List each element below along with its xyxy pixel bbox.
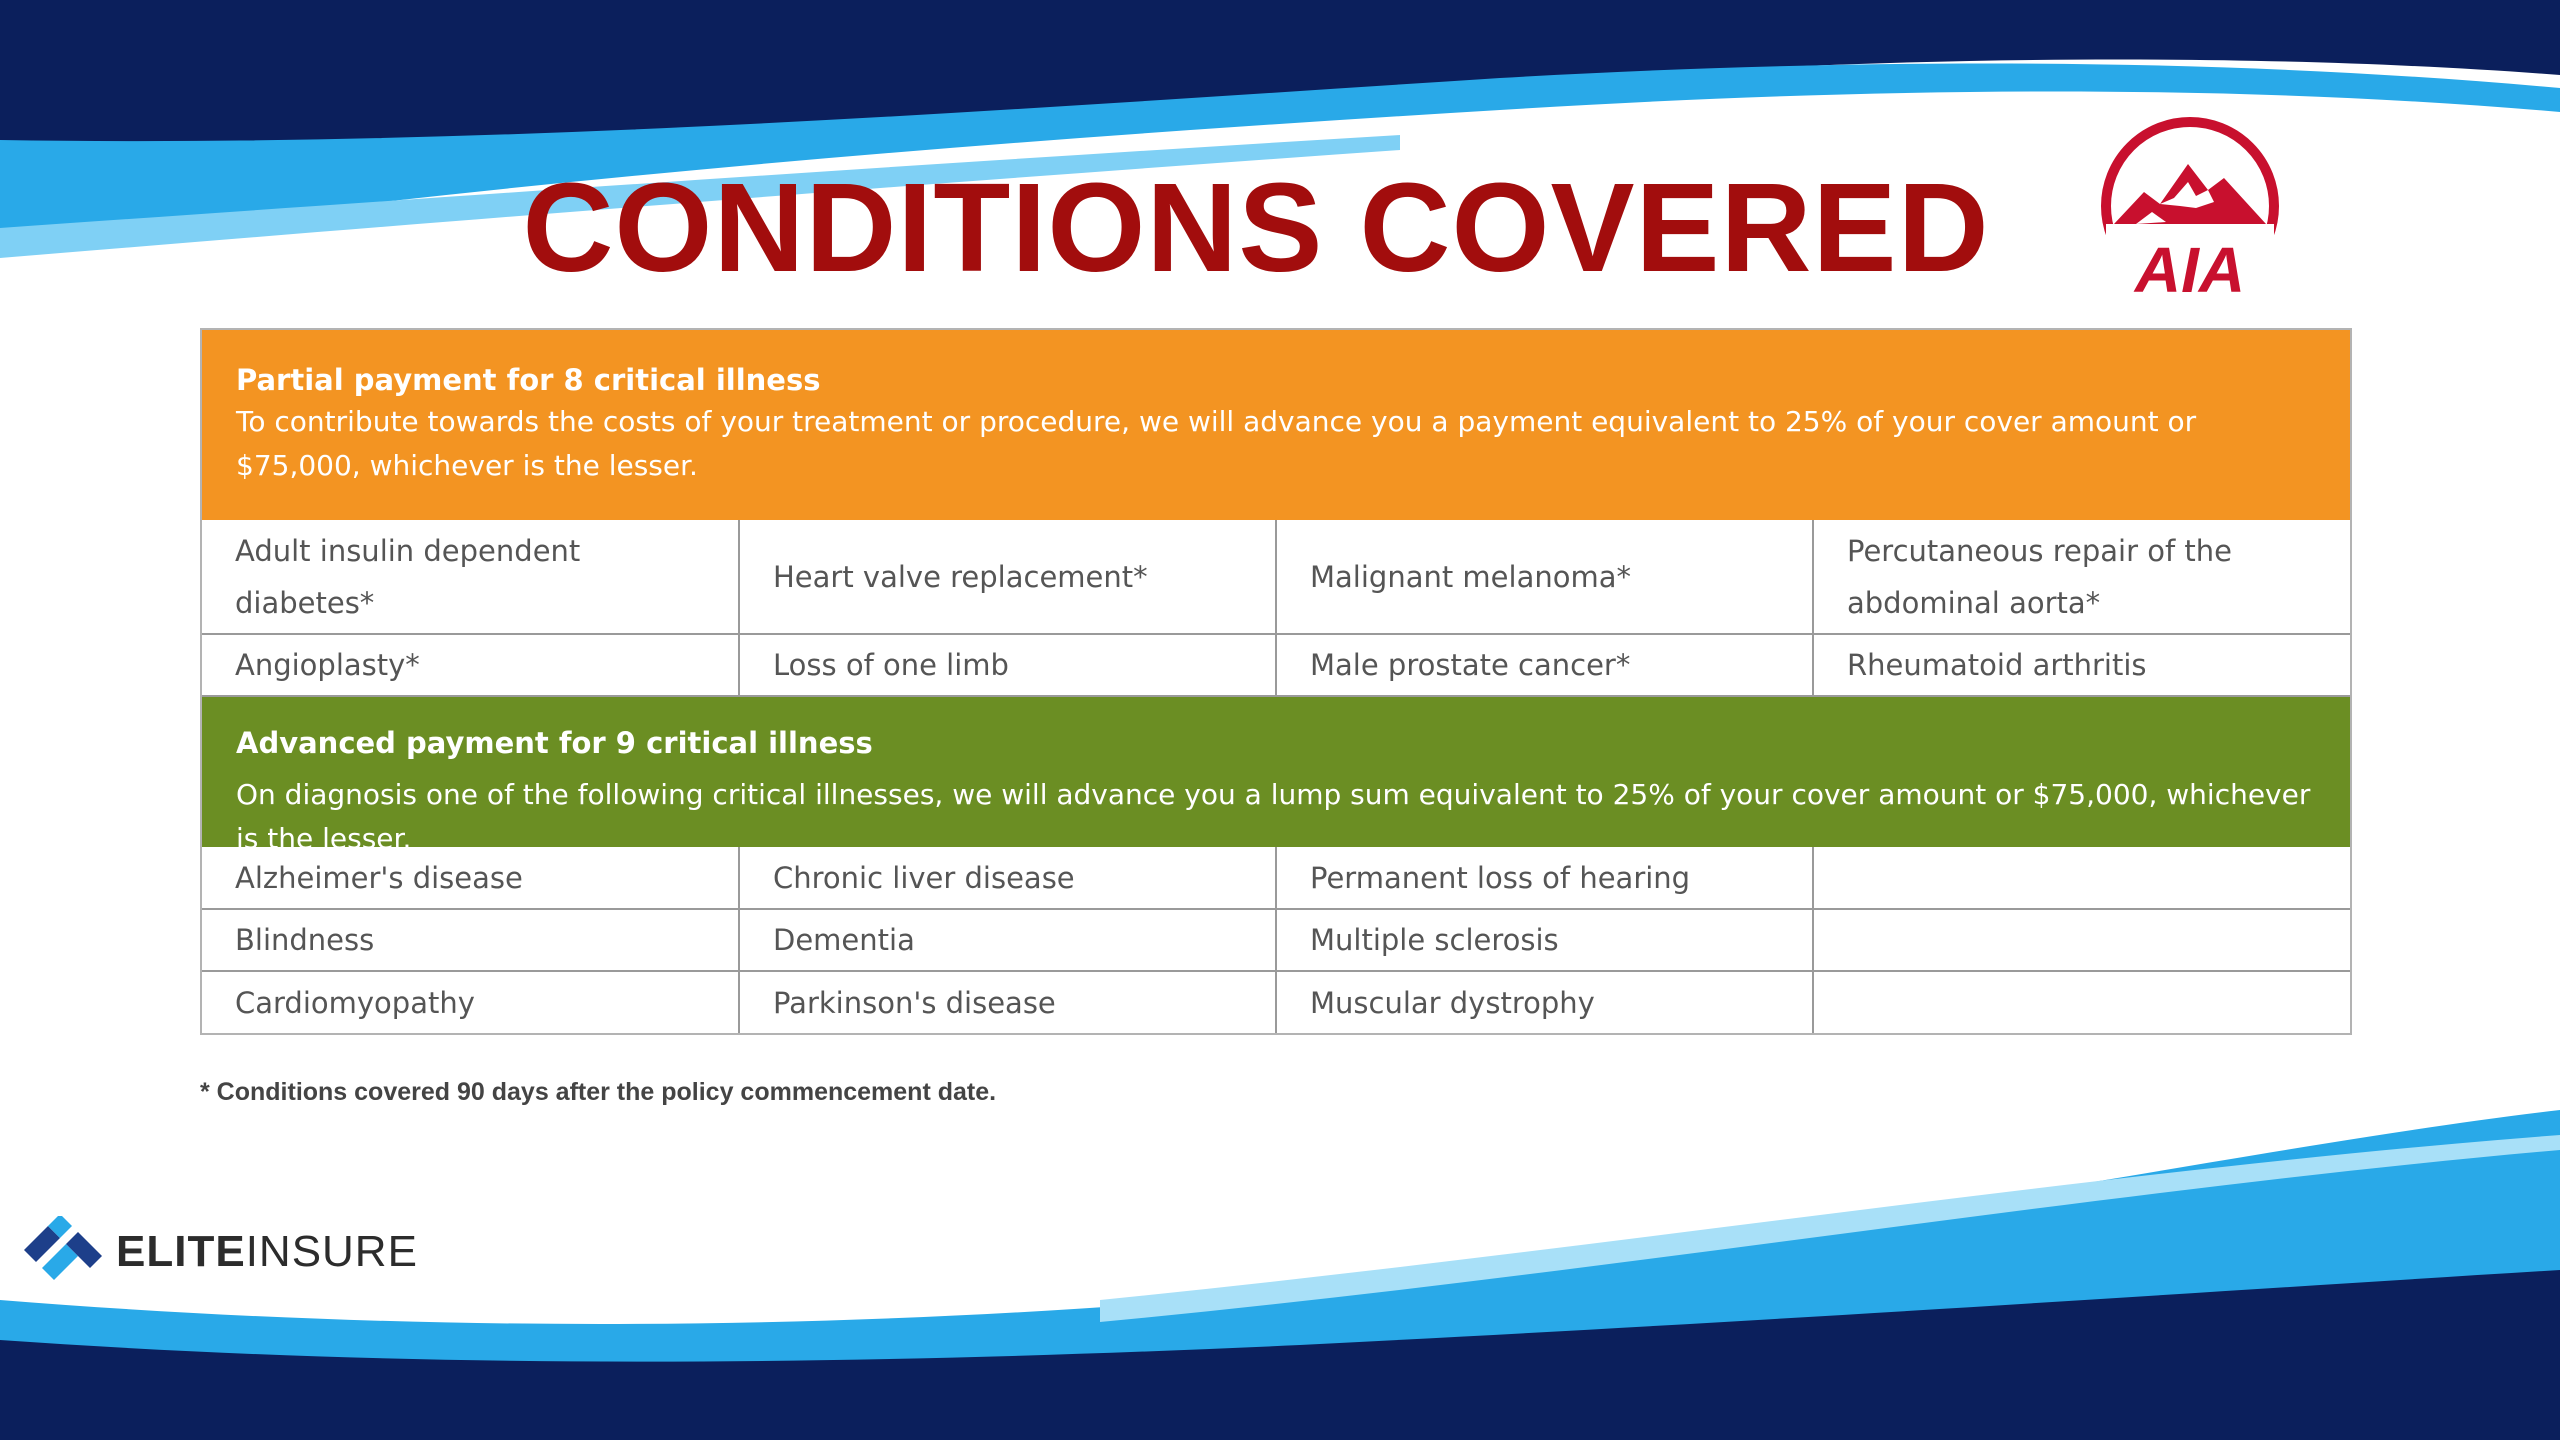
conditions-table-card [200,328,2352,1035]
table-cell: Chronic liver disease [739,847,1276,909]
aia-mountain-logo-icon [2096,112,2284,308]
table-cell: Heart valve replacement* [739,520,1276,634]
table-cell: Muscular dystrophy [1276,971,1813,1033]
table-cell: Adult insulin dependent diabetes* [202,520,739,634]
table-cell: Parkinson's disease [739,971,1276,1033]
table-row [202,847,2350,909]
table-row [202,520,2350,634]
elite-insure-logo [20,1212,418,1292]
table-cell: Dementia [739,909,1276,971]
table-cell: Blindness [202,909,739,971]
partial-payment-description: To contribute towards the costs of your treatment or procedure, we will advance you a payment equivalent to 25% of your cover amount or $75,000, whichever is the lesser. [236,405,2197,482]
elite-insure-wordmark [116,1227,418,1277]
table-cell [1813,909,2350,971]
table-row [202,909,2350,971]
table-cell: Loss of one limb [739,634,1276,696]
table-cell: Percutaneous repair of the abdominal aorta* [1813,520,2350,634]
aia-logo-text: AIA [2134,234,2246,306]
table-cell: Rheumatoid arthritis [1813,634,2350,696]
partial-payment-band [202,330,2350,520]
page-title: CONDITIONS COVERED [522,157,1990,298]
table-row [202,971,2350,1033]
advanced-payment-description: On diagnosis one of the following critical illnesses, we will advance you a lump sum equivalent to 25% of your cover amount or $75,000, whichever is the lesser. [236,778,2311,855]
partial-payment-table [202,520,2350,697]
advanced-payment-table [202,847,2350,1033]
elite-wordmark-light: INSURE [245,1227,418,1276]
table-cell: Male prostate cancer* [1276,634,1813,696]
table-cell [1813,847,2350,909]
advanced-payment-band [202,697,2350,855]
table-cell: Cardiomyopathy [202,971,739,1033]
advanced-payment-title: Advanced payment for 9 critical illness [236,726,873,760]
table-cell: Multiple sclerosis [1276,909,1813,971]
table-row [202,634,2350,696]
elite-wordmark-bold: ELITE [116,1227,246,1276]
table-cell: Angioplasty* [202,634,739,696]
footnote: * Conditions covered 90 days after the policy commencement date. [200,1078,997,1106]
elite-insure-mark-icon [20,1216,106,1288]
table-cell [1813,971,2350,1033]
partial-payment-title: Partial payment for 8 critical illness [236,363,821,397]
table-cell: Permanent loss of hearing [1276,847,1813,909]
table-cell: Alzheimer's disease [202,847,739,909]
table-cell: Malignant melanoma* [1276,520,1813,634]
